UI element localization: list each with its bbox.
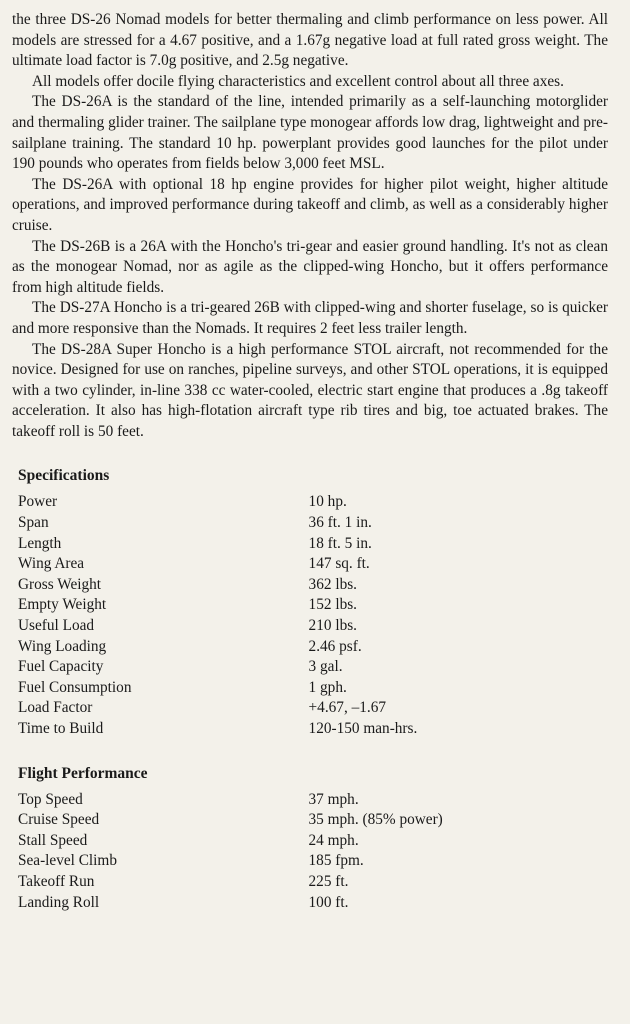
paragraph-ds-28a-super-honcho: The DS-28A Super Honcho is a high performance STOL aircraft, not recommended for the novice. Designed for use on ranches, pipeline surveys, and other STOL operations, it is equipped with a two cylinder, in-line 338 cc water-cooled, electric start engine that produces a .8g takeoff acceleration. It also has high-flotation aircraft type rib tires and big, toe actuated brakes. The takeoff roll is 50 feet. bbox=[12, 340, 608, 440]
spec-row bbox=[18, 616, 608, 637]
spec-row bbox=[18, 534, 608, 555]
performance-label: Sea-level Climb bbox=[18, 852, 117, 870]
spec-value: +4.67, –1.67 bbox=[308, 699, 387, 717]
performance-value: 225 ft. bbox=[308, 872, 349, 890]
spec-row bbox=[18, 719, 608, 740]
spec-label: Span bbox=[18, 514, 49, 532]
spec-value: 10 hp. bbox=[308, 493, 347, 511]
spec-value: 3 gal. bbox=[308, 658, 343, 676]
spec-label: Length bbox=[18, 534, 62, 552]
spec-label: Time to Build bbox=[18, 720, 104, 737]
performance-row bbox=[18, 893, 608, 914]
spec-label: Fuel Capacity bbox=[18, 658, 104, 676]
spec-value: 18 ft. 5 in. bbox=[308, 534, 372, 552]
flight-performance-heading: Flight Performance bbox=[18, 764, 148, 782]
spec-label: Gross Weight bbox=[18, 575, 102, 593]
performance-row bbox=[18, 851, 608, 872]
spec-value: 120-150 man-hrs. bbox=[308, 720, 418, 737]
spec-value: 147 sq. ft. bbox=[308, 555, 370, 573]
paragraph-ds-26b: The DS-26B is a 26A with the Honcho's tri-gear and easier ground handling. It's not as clean as the monogear Nomad, nor as agile as the clipped-wing Honcho, but it offers performance from high altitude fields. bbox=[12, 237, 608, 296]
spec-label: Useful Load bbox=[18, 617, 95, 635]
performance-label: Cruise Speed bbox=[18, 811, 100, 829]
paragraph-flying-characteristics: All models offer docile flying characteristics and excellent control about all three axes. bbox=[32, 72, 564, 90]
spec-row bbox=[18, 595, 608, 616]
spec-value: 2.46 psf. bbox=[308, 637, 362, 655]
performance-label: Takeoff Run bbox=[18, 872, 95, 890]
spec-label: Wing Area bbox=[18, 555, 85, 573]
spec-row bbox=[18, 554, 608, 575]
spec-row bbox=[18, 492, 608, 513]
performance-value: 37 mph. bbox=[308, 790, 359, 808]
performance-label: Landing Roll bbox=[18, 893, 100, 911]
paragraph-ds-26a: The DS-26A is the standard of the line, intended primarily as a self-launching motorglider and thermaling glider trainer. The sailplane type monogear affords low drag, lightweight and pre-sailplane training. The standard 10 hp. powerplant provides good launches for the pilot under 190 pounds who operates from fields below 3,000 feet MSL. bbox=[12, 93, 608, 173]
specifications-heading: Specifications bbox=[18, 467, 110, 485]
spec-label: Empty Weight bbox=[18, 596, 107, 614]
performance-row bbox=[18, 872, 608, 893]
spec-label: Power bbox=[18, 493, 58, 511]
spec-value: 36 ft. 1 in. bbox=[308, 514, 372, 532]
spec-value: 152 lbs. bbox=[308, 596, 357, 614]
spec-row bbox=[18, 637, 608, 658]
flight-performance-table bbox=[18, 790, 608, 914]
spec-row bbox=[18, 678, 608, 699]
spec-value: 1 gph. bbox=[308, 678, 347, 696]
performance-value: 185 fpm. bbox=[308, 852, 364, 870]
paragraph-ds-27a-honcho: The DS-27A Honcho is a tri-geared 26B with clipped-wing and shorter fuselage, so is quicker and more responsive than the Nomads. It requires 2 feet less trailer length. bbox=[12, 299, 608, 337]
specifications-table bbox=[18, 492, 608, 739]
performance-label: Top Speed bbox=[18, 790, 83, 808]
performance-row bbox=[18, 810, 608, 831]
spec-row bbox=[18, 513, 608, 534]
paragraph-nomad-performance: the three DS-26 Nomad models for better thermaling and climb performance on less power. All models are stressed for a 4.67 positive, and a 1.67g negative load at full rated gross weight. The ultimate load factor is 7.0g positive, and 2.5g negative. bbox=[12, 11, 608, 70]
performance-value: 35 mph. (85% power) bbox=[308, 811, 443, 829]
spec-row bbox=[18, 698, 608, 719]
spec-value: 362 lbs. bbox=[308, 575, 357, 593]
spec-row bbox=[18, 657, 608, 678]
spec-label: Wing Loading bbox=[18, 637, 107, 655]
spec-label: Fuel Consumption bbox=[18, 678, 132, 696]
spec-label: Load Factor bbox=[18, 699, 93, 717]
spec-row bbox=[18, 575, 608, 596]
spec-value: 210 lbs. bbox=[308, 617, 357, 635]
performance-label: Stall Speed bbox=[18, 831, 88, 849]
performance-row bbox=[18, 831, 608, 852]
paragraph-ds-26a-optional-engine: The DS-26A with optional 18 hp engine provides for higher pilot weight, higher altitude operations, and improved performance during takeoff and climb, as well as a considerably higher cruise. bbox=[12, 175, 608, 234]
performance-row bbox=[18, 790, 608, 811]
performance-value: 100 ft. bbox=[308, 893, 349, 911]
performance-value: 24 mph. bbox=[308, 831, 359, 849]
